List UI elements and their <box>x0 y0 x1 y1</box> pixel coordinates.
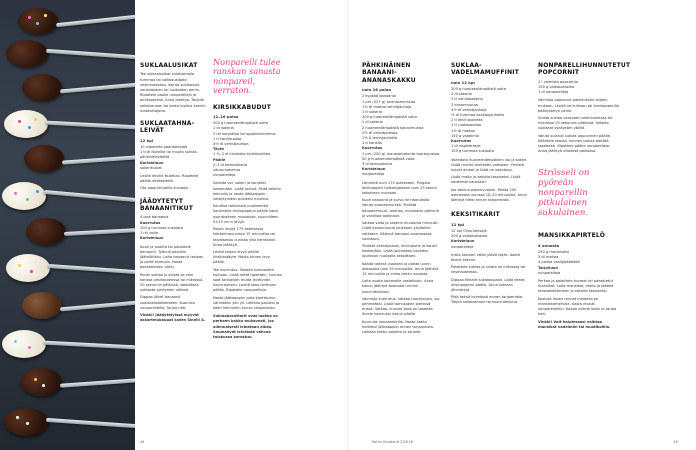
ingredient: 4 isoa banaania <box>140 215 169 220</box>
recipe-body: Kuorruta nonparelleilla. Nosta kakku hetkeksi jääkaappiin ennen tarjoamista. Leikkaa kakku paloiksi ja tarjoile. <box>362 319 434 334</box>
spoon-9 <box>22 292 62 319</box>
ingredient: 1 dl sokeria <box>213 126 234 131</box>
spoon-handle <box>48 264 135 274</box>
ingredient: 2 tl leivinjauhetta <box>451 118 483 123</box>
ingredient: 2 dl sokeria <box>451 92 472 97</box>
ingredient: 2 l valmista popcornia <box>538 79 578 84</box>
ingredient: 10 viipaletta paahtoleipää <box>140 145 188 150</box>
ingredient: 1½ tl leivinjauhetta <box>362 136 398 141</box>
recipe-yield: noin 16 palaa <box>362 87 391 93</box>
recipe-body: Irrota keksien väliin jäävä täyte. Asetä tikarit keksiin. <box>451 252 520 262</box>
ingredient: 250 g mansikoita <box>538 250 570 255</box>
ingredient-heading: Koristeluun <box>140 160 164 165</box>
ingredient-heading: Koristeluun <box>451 239 475 244</box>
recipe-title: PÄHKINÄINEN BANAANI-ANANASKAKKU <box>362 62 416 84</box>
ingredient: 4½ dl vehnäjauhoja <box>451 107 487 112</box>
spoon-handle <box>46 49 135 59</box>
ingredient: 1 dl vispikermaa <box>451 144 481 149</box>
ingredient: 1 tl kanilisuolaa <box>213 136 242 141</box>
ingredient: 200 g valkosuklaata <box>451 234 488 239</box>
sprinkle <box>18 264 21 267</box>
ingredient-heading: Päälle <box>213 157 226 162</box>
recipe-body: Yhdistä vehnäjauhot, leivinjauhe ja kaneli keskenään. Lisää jauhoseos vaahdon joukkoon nuolijalla sekoittaen. <box>362 243 437 259</box>
recipe-body: Jaa taikina paperivuokiin. Paista 200 asteisessa uunissa 18–20 minuuttia. Anna jäähtyä hetki ennen tarjoamista. <box>451 187 527 203</box>
recipe-body: Nosta jääkaappiin jotta kanttautuu, vähintään yön yli. Leikkaa paloiksi ja kääri kelmuihin ennen tarjoamista. <box>213 295 280 310</box>
recipe-body: Kaulitse taikinasta puolisenttiä kaulimella leivinpaperin päälle kaksi suorakaiteen muotoista, suunnilleen 5×25 cm:n levyä. <box>213 204 279 224</box>
recipe-body: Kuori banaanit ja survo ne haarukalla. Valuta ananasmurska. Yhdistä banaanimuusi, ananas, murskattu pähkinä ja vanilliaa taikinaan. <box>362 198 439 218</box>
recipe-body: Levitä toisen levyn päälle kirsikkatäyte. Nosta toinen levy päälle. <box>213 249 270 265</box>
recipe-title: SUKLAA-VADELMAMUFFINIT <box>451 62 520 77</box>
spoon-handle <box>60 378 135 387</box>
pull-quote: Nonparelli tulee ranskan sanasta nonpareil, verraton. <box>213 57 281 96</box>
ingredient: 2–3 dl tomusokeria <box>213 162 248 167</box>
spoon-handle <box>46 121 135 130</box>
recipe-tip: Suklaabocottorit ovat luokka se perheen kakku mukavesti, jos ollennaisesti leikataan alkaa. Saumahyöt leivälsää vahvaa tuiskussa korostuu. <box>213 314 278 339</box>
spoon-handle <box>62 155 135 164</box>
spoon-handle <box>44 190 135 202</box>
recipe-yield: 12 kpl <box>140 137 154 143</box>
recipe-yield: noin 12 kpl <box>451 79 475 85</box>
recipe-body: Dippaa tikkarit suklaasulaan. Laita keksit leivinpaperin päälle. Anna suklaan jähmettyä. <box>451 277 525 292</box>
recipe-body: Rouhi suklaa ja sulata se voin kanssa vesihauteessa tai mikrossa. 20 sekunnin pätkissä, sekoittaen suklaata sykäysten välissä. <box>140 272 204 293</box>
recipe-body: Perkaa ja paloittele tuoreet tai pakastetut mansikat. Laita mansikat, maito ja jäätelö tehosekoittimeen ja sekoita tasaiseksi. <box>538 279 614 294</box>
ingredient: 100 g tummaa suklaata <box>140 225 183 230</box>
page-number-right: 45 <box>673 440 678 444</box>
right-column-3 <box>538 62 631 332</box>
spoon-1 <box>18 8 58 34</box>
sprinkle <box>26 198 29 201</box>
ingredient: 2 tl vaniljasokeria <box>451 97 483 102</box>
recipe-body: Paloittele suklaa ja sulata se mikrossa tai vesihauteessa. <box>451 265 526 275</box>
ingredient-heading: Täyte <box>213 147 224 152</box>
sprinkle <box>18 120 21 123</box>
sprinkle <box>28 126 31 129</box>
ingredient-heading: Koristeluun <box>140 236 164 241</box>
ingredient: 3 dl maitoa <box>538 255 559 260</box>
ingredient: 150 g tummaa suklaata <box>451 149 494 154</box>
right-column-2 <box>451 62 529 308</box>
page-number-left: 44 <box>140 440 145 444</box>
ingredient: 1 dl nonparelleja <box>538 90 569 95</box>
recipe-body: Tee kuorrutus. Sekoita tomusokeri kulhoon. Lisää vettä tipoittain, kunnes saat tahnaisen mutta levittyvän kuorrutuksen. Levitä seos torttujen päälle. Ripottele nonparelleja. <box>213 267 282 293</box>
recipe-yield: 12 kpl <box>451 221 465 227</box>
recipe-body: Kaada taikina vuokaan ja paista uunin alatasolla noin 50 minuuttia. Anna jäähtyä 15 minuuttia ja irrota kakku vuoasta. <box>362 261 439 276</box>
spoon-10 <box>2 330 46 358</box>
ingredient: 1 tl di Nutellla tai muuta suklaa-pähkinälevitettä <box>140 150 198 160</box>
sprinkle <box>34 118 37 121</box>
ingredient: sokerikuulat <box>140 165 162 170</box>
spoon-11 <box>20 368 62 396</box>
sprinkle <box>30 270 33 273</box>
sprinkle <box>16 416 19 419</box>
recipe-tip: Vinkki! Voit halutessasi vaihtaa mansikat vadelmiin tai mustikoihin. <box>538 319 611 329</box>
sprinkle <box>42 384 45 387</box>
recipe-yield: 12–16 palaa <box>213 114 239 120</box>
recipe-body: Dippaa jäiset banaanit suklaakastikkeeseen. Kuorruta nonparelleilla. Tarjoa heti. <box>140 295 195 310</box>
sprinkle <box>14 192 17 195</box>
recipe-title: KEKSITIKARIT <box>451 211 500 219</box>
left-column-2 <box>213 58 283 342</box>
spoons-photo <box>0 0 135 450</box>
ingredient: 3 dl tomusokeria <box>362 162 393 167</box>
recipe-body: Kuori ja puolita tai paloittele banaanit. Työnnä paloihin jäätelötikku. Laita banaanit rasiaan ja peitä kelmulla. Nosta pakastimeen yöksi. <box>140 244 204 270</box>
ingredient-heading: Tarjoiluun <box>538 265 559 270</box>
pull-quote: Strösseli on pyöreän nonparellin pitkulainen sukulainen. <box>538 168 590 219</box>
ingredient: nonparelleja <box>451 244 474 249</box>
recipe-body: Vatkaa voita ja sokeria muutama minuutti. Lisää kananmunat joukkoon yksitellen vatkaten. Käännä banaani-ananasseos vaahtoon. <box>362 221 439 241</box>
spoon-7 <box>26 218 66 245</box>
ingredient: 2½ dl vehnäjauhoja <box>362 130 398 135</box>
ingredient: 150 g valkosuklaata <box>538 85 575 90</box>
recipe-body: Laita vuoka lautaselle vastakkain. Anna kakun jäähtyä kokonaan ennen kuorruttamista. <box>362 279 434 294</box>
spoon-5 <box>24 145 64 172</box>
ingredient: 1 ½–2 dl kirsikoita kirsikkahilloa <box>213 152 271 157</box>
ingredient: 1 tl sokeria <box>362 110 382 115</box>
ingredient: 1 tl ruokasoodaa <box>451 123 482 128</box>
spoon-8 <box>6 254 50 282</box>
ingredient: nonparelleja <box>213 173 236 178</box>
ingredient: 200 g huoneenlämpöistä voita <box>362 115 417 120</box>
recipe-body: Vaahdota huoneenlämpöinen voi ja sokeri. Lisää munat yksitellen vatkaten. Yhdistä kuivat aineet ja lisää ne vaahtoon. <box>451 157 528 173</box>
recipe-title: SUKLAALUSIKAT <box>140 62 198 69</box>
recipe-body: Pidä keksit kylmässä ennen tarjoamista. Tarjoa sellaisenaan tai kuorrutettuna. <box>451 295 524 305</box>
ingredient: 50 g huoneenlämpöistä voita <box>362 156 415 161</box>
ingredient: 1½ dl maitoa <box>451 128 475 133</box>
recipe-title: NONPARELLIHUNNUTETUT POPCORNIT <box>538 62 631 77</box>
ingredient: 1½ dl maitoa vehnäjauhoja <box>362 104 412 109</box>
ingredient-heading: Koristeluun <box>362 167 386 172</box>
magazine-footer: Kotiin Kuudenit 2/2016 <box>372 440 413 444</box>
sprinkle <box>14 340 17 343</box>
ingredient: 4½ dl vehnäjauhoja <box>213 142 249 147</box>
spoon-6 <box>2 182 46 210</box>
ingredient-heading: Kuorrutus <box>140 220 161 225</box>
sprinkle <box>36 190 39 193</box>
recipe-body: Kostuta lasien reunat maidolla tai mansikkamehulla. Kasta reunat nonparelleihin. Kaada pirtelö lasiin ja tarjoa heti. <box>538 296 617 317</box>
ingredient: 2 huoneenlämpöistä kananmunaa <box>362 125 424 130</box>
ingredient: 2 rkl konjakkia tai appelsiinimehua <box>213 131 276 136</box>
ingredient: nonparelleja <box>362 172 385 177</box>
sprinkle <box>44 14 47 17</box>
spoon-handle <box>60 83 135 94</box>
sprinkle <box>26 422 29 425</box>
sprinkle <box>36 22 39 25</box>
recipe-body: Valmista kuorrutus. Vatkaa tuorejuusto, voi pehmeäksi. Lisää tomusokeri pienissä erissä. Vatkaa, kunnes seos on tasaista. Sivele kuorrutus kakun päälle. <box>362 296 440 317</box>
ingredient: 150 g vadelmia <box>451 133 479 138</box>
spoon-2 <box>6 40 48 67</box>
ingredient: 12 kpl Oreo-keksejä <box>451 228 487 233</box>
recipe-title: JÄÄDYTETYT BANAANITIKUT <box>140 197 194 213</box>
ingredient: 1 prk (227 g) ananasmurskaa <box>362 99 416 104</box>
recipe-title: SUKLAATAHNA-LEIVÄT <box>140 120 195 135</box>
recipe-body: Valuta sulanut suklaa popcornien päälle. Kääntele seosta, kunnes suklaa peittää tasaisesti. Ripottele päälle nonparelleja. Anna jäähtyä viileässä paikassa. <box>538 133 611 154</box>
recipe-body: Levitä leiville Nutellaa. Ripottele päälle strösseleitä. <box>140 174 199 184</box>
recipe-body: Sekoita voi, sokeri ja konjakki keskenään. Lisää jauhot. Peitä taikina kelmulla ja nosta jääkaappiin vetäytymään puoleksi tunniksi. <box>213 181 281 202</box>
gutter <box>347 0 349 450</box>
spoon-3 <box>22 74 62 101</box>
recipe-yield: 4 annosta <box>538 242 560 248</box>
spoon-handle <box>46 418 135 428</box>
spoon-handle <box>56 15 135 27</box>
ingredient-heading: Kuorrutus <box>451 139 472 144</box>
spoon-handle <box>60 301 135 312</box>
recipe-title: KIRSIKKABUDUT <box>213 103 271 111</box>
spoon-handle <box>64 228 135 236</box>
sprinkle <box>34 378 37 381</box>
ingredient: 2 kypsää banaania <box>362 94 396 99</box>
recipe-tip: Vinkki! Jäädytetyissä myyvät askartelukaupat kuten Sinelli A. <box>140 312 206 323</box>
recipe-body: Valmista popcornit pakkauksen ohjeen mukaan. Levitä ne kulhoon tai leivinpaperilla päällystetyn pellin. <box>538 98 619 113</box>
ingredient: ½ dl tummaa kaakaojauhetta <box>451 113 505 118</box>
recipe-body: Sulata suklaa varovasti vesihauteessa tai mikrossa 20 sekunnin pätkissä. Sekoita suklaata sykäysten välillä. <box>538 116 613 131</box>
recipe-title: MANSIKKAPIRTELÖ <box>538 232 606 240</box>
ingredient: nonparelleja <box>538 270 561 275</box>
recipe-body: Lämmitä uuni 175 asteeseen. Pingota leivinpaperi halkaisijaltaan noin 23 sentin kokoiseen vuokaan. <box>362 180 437 196</box>
sprinkle <box>28 346 31 349</box>
sprinkle <box>28 16 31 19</box>
recipe-body: Ota piparimuotilla kuvioita. <box>140 186 189 191</box>
recipe-body: Paista levyjä 175 asteisessa kiertoilmauunissa 15 minuuttia tai taivalsessa uunissa yksi kerrallaan. Anna jäähtyä. <box>213 227 277 247</box>
ingredient: 200 g huoneenlämpöistä voita <box>213 121 268 126</box>
recipe-body: Tee suklaalusikat sulattamalla tummaa tai valkosuklaata vesihauteessa. Valuta suklaasula venevaiseen tai lusikoiden periin. Ripottele paalle nonparelleja ja pinttaperella. Anna jaahtya. Tarjoile sellaisenaan tai kasta lusikka kahvin makeuttajaksi. <box>140 72 206 113</box>
ingredient: 4 palloa vaniljajäätelöä <box>538 260 580 265</box>
ingredient-heading: Kuorrutus <box>362 146 383 151</box>
right-column-1 <box>362 62 440 337</box>
left-column-1 <box>140 62 206 325</box>
spoon-handle <box>44 341 135 350</box>
spoon-4 <box>4 110 48 138</box>
ingredient: 200 g huoneenlämpöistä voita <box>451 87 506 92</box>
ingredient: 1 rkl voita <box>140 231 159 236</box>
ingredient: 2 kananmunaa <box>451 102 478 107</box>
ingredient: 1 tl kanelia <box>362 141 382 146</box>
ingredient: sitruunamehua <box>213 168 241 173</box>
ingredient: 2 dl sokeria <box>362 120 383 125</box>
ingredient: 1 prk (200 g) maustamatonta tuorejuustoa <box>362 151 440 156</box>
recipe-body: Lisää maito ja sekoita tasaiseksi. Lisää vadelmat varovasti. <box>451 175 521 185</box>
